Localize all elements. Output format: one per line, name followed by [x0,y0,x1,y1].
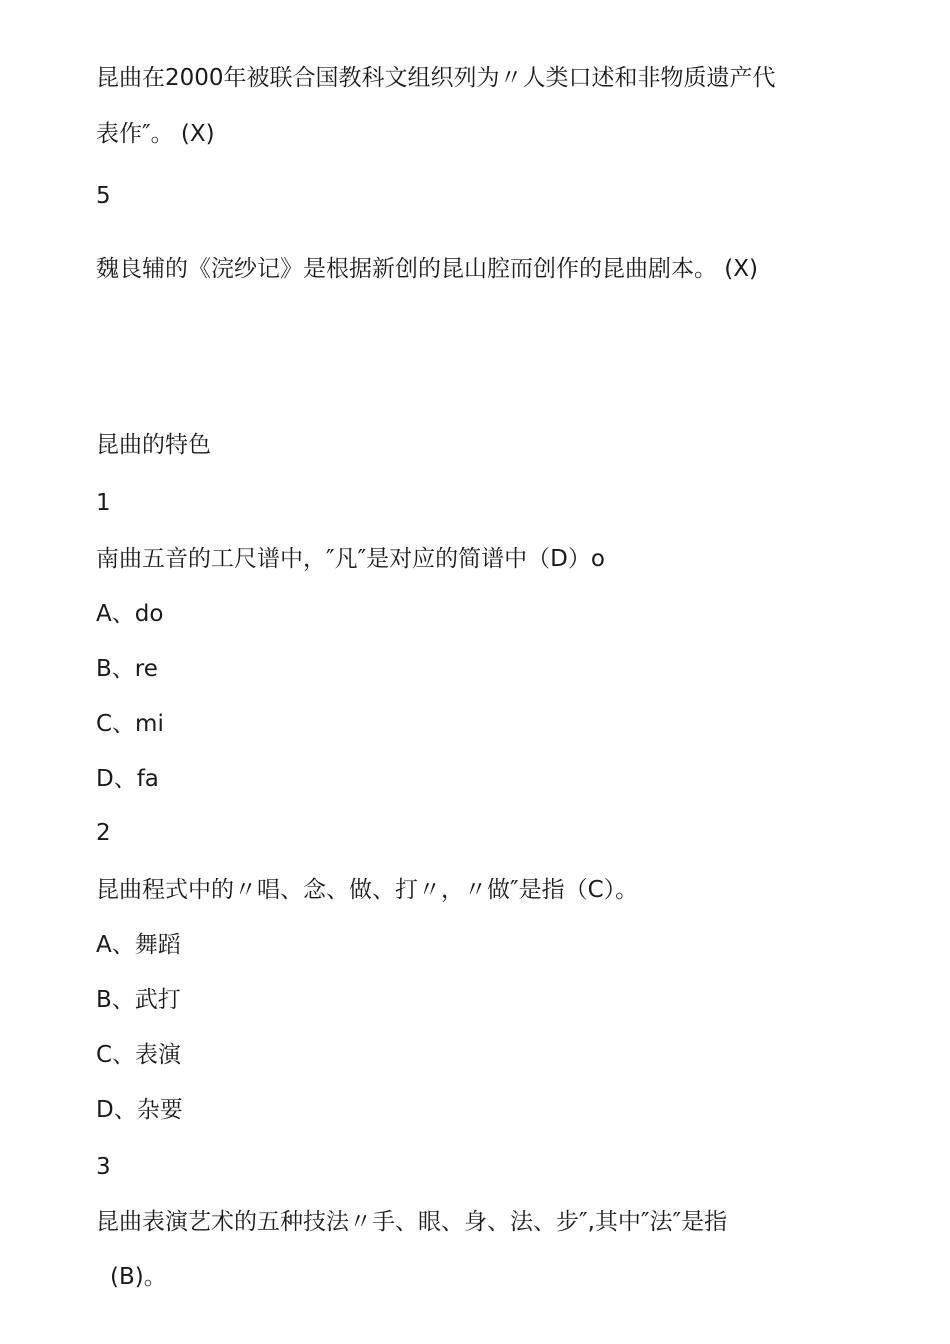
option-item: B、re [96,656,158,682]
question-text-line1: 昆曲表演艺术的五种技法〃手、眼、身、法、步″,其中″法″是指 [96,1209,728,1235]
option-item: D、杂要 [96,1097,183,1123]
q4-text-line2: 表作″。 (X) [96,121,215,147]
option-item: C、mi [96,711,164,737]
question-text: 南曲五音的工尺谱中，″凡″是对应的简谱中（D）o [96,546,605,572]
option-item: C、表演 [96,1042,182,1068]
option-item: D、fa [96,766,159,792]
question-text-line2: (B)。 [110,1264,167,1290]
q5-number: 5 [96,183,111,209]
option-item: B、武打 [96,987,181,1013]
question-number: 2 [96,820,111,846]
section-title: 昆曲的特色 [96,432,211,458]
option-item: A、do [96,601,164,627]
question-number: 1 [96,490,111,516]
q4-text-line1: 昆曲在2000年被联合国教科文组织列为〃人类口述和非物质遗产代 [96,65,776,91]
question-text: 昆曲程式中的〃唱、念、做、打〃，〃做″是指（C）。 [96,877,639,903]
question-number: 3 [96,1154,111,1180]
q5-text: 魏良辅的《浣纱记》是根据新创的昆山腔而创作的昆曲剧本。 (X) [96,256,759,282]
option-item: A、舞蹈 [96,932,181,958]
